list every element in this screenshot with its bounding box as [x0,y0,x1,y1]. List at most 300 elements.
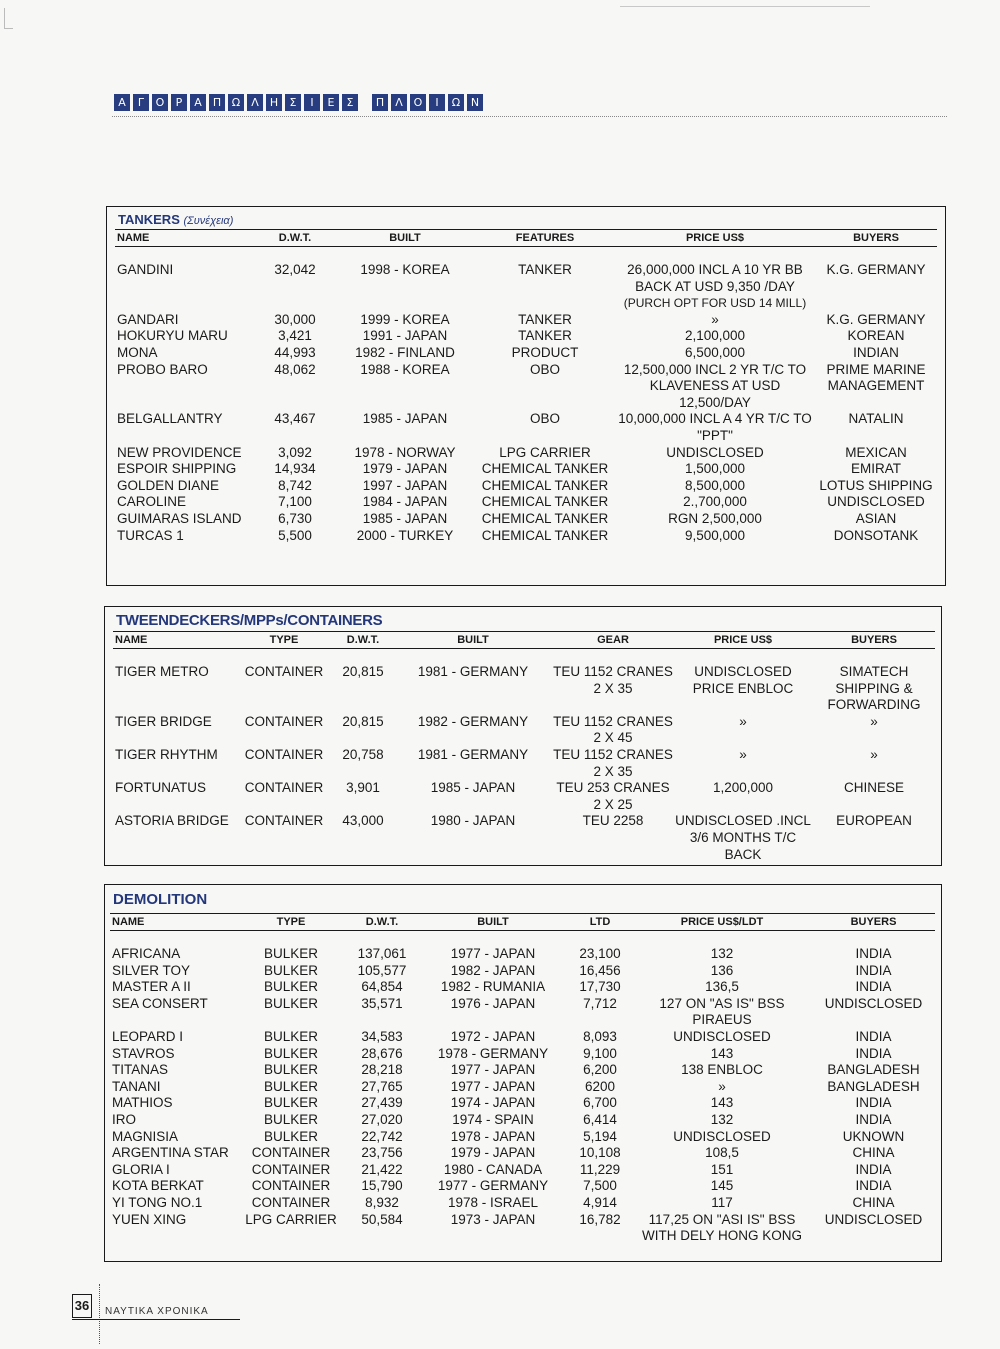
header-letter-box: Ε [323,94,339,111]
demolition-cell: 117,25 ON "ASI IS" BSS WITH DELY HONG KONG [641,1211,803,1244]
header-letter-box: Α [114,94,130,111]
tankers-cell: 44,993 [274,344,316,360]
demolition-cell: 1977 - JAPAN [450,1078,536,1094]
demolition-cell: UNDISCLOSED [824,1211,923,1227]
table-row [110,1162,935,1179]
demolition-cell: BANGLADESH [827,1078,920,1094]
tankers-cell: CHEMICAL TANKER [481,461,609,477]
table-row [115,494,937,511]
demolition-cell: 64,854 [361,979,403,995]
table-row [115,461,937,478]
tweendeckers-header-cell: GEAR [553,632,673,649]
demolition-cell: 138 ENBLOC [681,1062,763,1078]
demolition-header-cell: BUYERS [812,914,935,931]
header-letter-box: Γ [133,94,149,111]
demolition-cell: 21,422 [361,1161,403,1177]
tweendeckers-cell: 1985 - JAPAN [430,780,516,796]
demolition-cell: 1976 - JAPAN [450,995,536,1011]
tweendeckers-cell: » [739,746,747,762]
demolition-cell: MATHIOS [112,1095,173,1111]
tankers-cell: 14,934 [274,461,316,477]
tankers-cell: BELGALLANTRY [117,411,223,427]
tweendeckers-title [116,612,382,629]
header-letter-box: Α [190,94,206,111]
header-letter-box: Σ [285,94,301,111]
table-row [115,528,937,545]
page-number: 36 [72,1294,92,1318]
tankers-cell: 3,421 [278,328,312,344]
demolition-header-cell: TYPE [236,914,346,931]
tankers-cell: CHEMICAL TANKER [481,510,609,526]
demolition-cell: 6200 [584,1078,616,1094]
demolition-cell: UNDISCLOSED [673,1028,771,1044]
tankers-cell: 8,500,000 [684,477,746,493]
tankers-cell: 1997 - JAPAN [362,477,448,493]
footer-dots [99,1284,100,1344]
table-row [110,1212,935,1245]
tankers-cell: OBO [529,411,560,427]
demolition-cell: UNDISCLOSED [824,995,923,1011]
header-letter-box: Ρ [171,94,187,111]
tankers-cell: UNDISCLOSED [827,494,925,510]
tankers-cell: LOTUS SHIPPING [819,477,933,493]
demolition-cell: BULKER [263,1045,319,1061]
tweendeckers-cell: CONTAINER [244,713,324,729]
tankers-header-cell: BUILT [335,230,475,247]
tweendeckers-panel [104,606,942,866]
tankers-cell: 8,742 [278,477,312,493]
demolition-cell: 145 [710,1178,734,1194]
tankers-cell: DONSOTANK [833,527,919,543]
tweendeckers-cell: ASTORIA BRIDGE [115,813,229,829]
tankers-cell: CHEMICAL TANKER [481,477,609,493]
demolition-header-cell: BUILT [418,914,568,931]
demolition-cell: STAVROS [112,1045,175,1061]
demolition-cell: 136,5 [705,979,739,995]
tweendeckers-header-cell: PRICE US$ [673,632,813,649]
demolition-cell: CONTAINER [251,1145,331,1161]
tankers-cell: K.G. GERMANY [826,262,926,277]
tankers-cell: 1979 - JAPAN [362,461,448,477]
demolition-cell: UKNOWN [842,1128,905,1144]
tankers-header-cell: D.W.T. [255,230,335,247]
tankers-title [118,212,233,227]
tankers-cell: MONA [117,344,158,360]
demolition-cell: 7,712 [583,995,617,1011]
tankers-cell: 2.,700,000 [683,494,747,510]
table-row [115,328,937,345]
header-letter-box: Ι [429,94,445,111]
tweendeckers-header-cell: TYPE [235,632,333,649]
tweendeckers-cell: TIGER RHYTHM [115,746,218,762]
tankers-cell: TANKER [518,262,572,277]
header-letter-box: Ο [410,94,426,111]
demolition-cell: INDIA [855,962,892,978]
table-row [115,345,937,362]
header-letter-box: Π [372,94,388,111]
tankers-cell: 1988 - KOREA [360,361,450,377]
tankers-cell: 48,062 [274,361,316,377]
demolition-cell: 15,790 [361,1178,403,1194]
header-letter-box: Λ [247,94,263,111]
header-letter-box: Ι [304,94,320,111]
demolition-cell: INDIA [855,1161,892,1177]
demolition-cell: 27,765 [361,1078,403,1094]
corner-mark [4,8,13,29]
table-row [115,362,937,412]
tankers-cell [815,295,937,312]
tankers-header-cell: PRICE US$ [615,230,815,247]
tankers-cell [115,295,255,312]
tankers-cell: 6,500,000 [684,344,746,360]
demolition-cell: 16,456 [579,962,621,978]
demolition-cell: INDIA [855,1095,892,1111]
table-row [115,262,937,295]
tweendeckers-cell: TEU 1152 CRANES 2 X 45 [553,713,673,746]
demolition-cell: TANANI [112,1078,161,1094]
tankers-table [115,229,937,544]
demolition-cell: BULKER [263,1028,319,1044]
tankers-header-cell: BUYERS [815,230,937,247]
demolition-header-cell: LTD [568,914,632,931]
tankers-cell: TURCAS 1 [117,527,184,543]
tankers-cell: MEXICAN [845,444,907,460]
table-row [110,1129,935,1146]
section-header [114,94,483,111]
demolition-cell: 22,742 [361,1128,403,1144]
tankers-cell: CHEMICAL TANKER [481,527,609,543]
table-row [110,1079,935,1096]
demolition-cell: 137,061 [357,946,407,961]
tweendeckers-cell: UNDISCLOSED .INCL 3/6 MONTHS T/C BACK [675,813,811,862]
demolition-cell: 117 [711,1194,733,1210]
tweendeckers-cell: EUROPEAN [836,813,912,829]
tweendeckers-cell: SIMATECH SHIPPING & FORWARDING [827,664,921,713]
table-row [113,813,935,863]
tweendeckers-cell: 20,758 [342,746,384,762]
demolition-cell: 16,782 [579,1211,621,1227]
demolition-cell: BULKER [263,1078,319,1094]
table-row [115,411,937,444]
demolition-cell: BULKER [263,1095,319,1111]
tankers-cell: 1982 - FINLAND [355,344,455,360]
tweendeckers-cell: 20,815 [342,664,384,679]
tweendeckers-cell: UNDISCLOSED PRICE ENBLOC [692,664,794,696]
tankers-cell: TANKER [518,328,572,344]
demolition-cell: YI TONG NO.1 [112,1194,203,1210]
tankers-cell: » [711,311,719,327]
demolition-cell: INDIA [855,946,892,961]
tweendeckers-cell: TEU 253 CRANES 2 X 25 [556,780,670,812]
header-letter-box: Π [209,94,225,111]
table-row [110,946,935,963]
tankers-header-cell: FEATURES [475,230,615,247]
demolition-cell: 1982 - RUMANIA [440,979,546,995]
tweendeckers-cell: 20,815 [342,713,384,729]
tankers-cell: 1998 - KOREA [360,262,450,277]
tankers-cell: 43,467 [274,411,316,427]
table-row [110,1029,935,1046]
demolition-cell: 136 [710,962,734,978]
demolition-table [110,913,935,1245]
tweendeckers-cell: TIGER BRIDGE [115,713,212,729]
table-row [115,478,937,495]
header-rule [112,116,947,117]
demolition-cell: MASTER A II [112,979,191,995]
demolition-cell: 23,756 [361,1145,403,1161]
tweendeckers-cell: CONTAINER [244,664,324,679]
tankers-cell: 26,000,000 INCL A 10 YR BB BACK AT USD 9,350 /DAY [627,262,803,294]
tweendeckers-cell: TEU 1152 CRANES 2 X 35 [553,746,673,779]
demolition-cell: 27,020 [361,1111,403,1127]
table-row [110,1145,935,1162]
tankers-cell: PROBO BARO [117,361,208,377]
header-letter-box: Ω [228,94,244,111]
demolition-cell: » [718,1078,726,1094]
publication-name: ΝΑΥΤΙΚΑ ΧΡΟΝΙΚΑ [105,1306,209,1317]
demolition-cell: LPG CARRIER [245,1211,337,1227]
demolition-cell: 28,676 [361,1045,403,1061]
demolition-cell: INDIA [855,1178,892,1194]
demolition-cell: 1978 - ISRAEL [447,1194,539,1210]
demolition-cell: 132 [710,946,734,961]
demolition-cell: BULKER [263,995,319,1011]
tankers-cell: 1985 - JAPAN [362,411,448,427]
demolition-cell: 17,730 [579,979,621,995]
tankers-cell: NEW PROVIDENCE [117,444,242,460]
table-row [110,1112,935,1129]
demolition-cell: AFRICANA [112,946,181,961]
demolition-cell: 7,500 [583,1178,617,1194]
demolition-cell: YUEN XING [112,1211,187,1227]
tweendeckers-cell: 1,200,000 [712,780,774,796]
demolition-cell: 143 [710,1045,734,1061]
tankers-cell: LPG CARRIER [499,444,591,460]
table-row [110,1195,935,1212]
tweendeckers-cell: 1980 - JAPAN [430,813,516,829]
table-row [115,511,937,528]
header-letter-box: Ν [467,94,483,111]
demolition-cell: CHINA [852,1145,895,1161]
tweendeckers-cell: » [739,713,747,729]
tweendeckers-header-cell: BUYERS [813,632,935,649]
tankers-cell: GANDARI [117,311,179,327]
demolition-cell: 1977 - JAPAN [450,1062,536,1078]
tweendeckers-header-cell: BUILT [393,632,553,649]
tankers-cell: 2,100,000 [684,328,746,344]
tweendeckers-cell: 1982 - GERMANY [417,713,529,729]
demolition-cell: 11,229 [579,1161,621,1177]
demolition-cell: 108,5 [705,1145,739,1161]
tankers-subtitle: (Συνέχεια) [183,215,234,227]
tankers-cell [255,295,335,312]
table-row [110,979,935,996]
demolition-cell: 8,093 [583,1028,617,1044]
tweendeckers-cell: CHINESE [843,780,904,796]
tweendeckers-cell: 43,000 [342,813,384,829]
tankers-cell: K.G. GERMANY [826,311,926,327]
demolition-cell: 4,914 [583,1194,617,1210]
tweendeckers-cell: TIGER METRO [115,664,209,679]
table-row [113,714,935,747]
demolition-cell: 5,194 [583,1128,617,1144]
tweendeckers-cell: » [870,713,878,729]
header-letter-box: Σ [342,94,358,111]
header-letter-box: Λ [391,94,407,111]
tweendeckers-title-text: TWEENDECKERS/MPPs/CONTAINERS [116,612,383,629]
demolition-cell: SEA CONSERT [112,995,208,1011]
demolition-cell: 1974 - SPAIN [452,1111,534,1127]
demolition-cell: GLORIA I [112,1161,170,1177]
demolition-cell: 127 ON "AS IS" BSS PIRAEUS [659,995,785,1028]
demolition-cell: 9,100 [583,1045,617,1061]
demolition-cell: INDIA [855,1028,892,1044]
tankers-cell: HOKURYU MARU [117,328,228,344]
tankers-cell: 12,500,000 INCL 2 YR T/C TO KLAVENESS AT USD 12,500/DAY [623,361,807,410]
tankers-cell: RGN 2,500,000 [668,510,762,526]
tweendeckers-cell: FORTUNATUS [115,780,206,796]
demolition-cell: UNDISCLOSED [673,1128,771,1144]
tankers-cell: 1991 - JAPAN [362,328,448,344]
tweendeckers-cell: TEU 1152 CRANES 2 X 35 [553,664,673,696]
demolition-cell: 1977 - JAPAN [450,946,536,961]
tankers-cell: 30,000 [274,311,316,327]
demolition-cell: 1973 - JAPAN [450,1211,536,1227]
demolition-cell: BANGLADESH [827,1062,920,1078]
table-row [110,1046,935,1063]
table-row [110,1062,935,1079]
tankers-title-text: TANKERS [118,212,180,227]
demolition-cell: KOTA BERKAT [112,1178,204,1194]
demolition-cell: TITANAS [112,1062,169,1078]
tweendeckers-cell: CONTAINER [244,746,324,762]
tankers-cell: 1999 - KOREA [360,311,450,327]
demolition-cell: 1972 - JAPAN [450,1028,536,1044]
tankers-cell: PRODUCT [511,344,579,360]
tweendeckers-cell: 1981 - GERMANY [417,746,529,762]
table-row [113,780,935,813]
header-gap [361,94,369,111]
demolition-cell: 27,439 [361,1095,403,1111]
demolition-cell: INDIA [855,979,892,995]
demolition-cell: CONTAINER [251,1194,331,1210]
tankers-cell: OBO [529,361,560,377]
tankers-cell: 10,000,000 INCL A 4 YR T/C TO "PPT" [618,411,812,443]
demolition-cell: SILVER TOY [112,962,191,978]
tweendeckers-cell: » [870,746,878,762]
tankers-cell: EMIRAT [851,461,901,477]
demolition-cell: BULKER [263,1111,319,1127]
tankers-cell: 3,092 [278,444,312,460]
table-row [110,996,935,1029]
tweendeckers-cell: 3,901 [346,780,380,796]
tweendeckers-cell: TEU 2258 [582,813,644,829]
table-row [115,312,937,329]
tankers-cell: PRIME MARINE MANAGEMENT [826,361,926,394]
demolition-cell: BULKER [263,946,319,961]
demolition-cell: CONTAINER [251,1178,331,1194]
demolition-cell: INDIA [855,1045,892,1061]
tankers-cell: GOLDEN DIANE [117,477,220,493]
demolition-cell: 151 [710,1161,734,1177]
tweendeckers-header-cell: NAME [113,632,235,649]
demolition-cell: 143 [710,1095,734,1111]
demolition-cell: 35,571 [361,995,403,1011]
tweendeckers-cell: 1981 - GERMANY [417,664,529,679]
demolition-cell: 34,583 [361,1028,403,1044]
demolition-cell: 1979 - JAPAN [450,1145,536,1161]
tankers-cell: TANKER [518,311,572,327]
tankers-cell: GANDINI [117,262,174,277]
demolition-cell: 1974 - JAPAN [450,1095,536,1111]
tankers-cell: UNDISCLOSED [666,444,764,460]
demolition-cell: 1978 - JAPAN [450,1128,536,1144]
table-row [110,1178,935,1195]
tweendeckers-table [113,631,935,863]
tankers-cell: 32,042 [274,262,316,277]
demolition-title-text: DEMOLITION [113,891,208,908]
demolition-cell: 8,932 [365,1194,399,1210]
demolition-cell: 6,700 [583,1095,617,1111]
tankers-cell: (PURCH OPT FOR USD 14 MILL) [623,296,807,311]
demolition-cell: 105,577 [357,962,407,978]
demolition-cell: 28,218 [361,1062,403,1078]
tankers-cell: 1978 - NORWAY [354,444,456,460]
demolition-cell: BULKER [263,1128,319,1144]
tankers-cell: 1,500,000 [684,461,746,477]
tankers-cell: 1985 - JAPAN [362,510,448,526]
demolition-cell: LEOPARD I [112,1028,184,1044]
demolition-cell: 132 [710,1111,734,1127]
demolition-cell: MAGNISIA [112,1128,179,1144]
tankers-cell: INDIAN [853,344,899,360]
table-row [113,747,935,780]
tankers-cell: ASIAN [855,510,897,526]
tankers-cell [475,295,615,312]
demolition-header-cell: D.W.T. [346,914,418,931]
demolition-cell: 10,108 [579,1145,621,1161]
demolition-panel [104,884,942,1262]
demolition-cell: BULKER [263,1062,319,1078]
demolition-cell: 6,414 [583,1111,617,1127]
table-row [113,664,935,714]
table-row [115,445,937,462]
header-letter-box: Ω [448,94,464,111]
tankers-cell: 2000 - TURKEY [356,527,454,543]
table-row [110,1095,935,1112]
table-row [115,295,937,312]
header-letter-box: Ο [152,94,168,111]
demolition-cell: 1982 - JAPAN [450,962,536,978]
demolition-cell: 1980 - CANADA [443,1161,543,1177]
tweendeckers-header-cell: D.W.T. [333,632,393,649]
demolition-header-cell: PRICE US$/LDT [632,914,812,931]
footer-rule [72,1319,240,1320]
tankers-cell [335,295,475,312]
table-row [110,963,935,980]
demolition-cell: CHINA [852,1194,895,1210]
demolition-cell: 50,584 [361,1211,403,1227]
tankers-cell: GUIMARAS ISLAND [117,510,242,526]
demolition-cell: BULKER [263,962,319,978]
demolition-cell: BULKER [263,979,319,995]
demolition-cell: 1977 - GERMANY [437,1178,549,1194]
demolition-cell: 6,200 [583,1062,617,1078]
demolition-header-cell: NAME [110,914,236,931]
demolition-cell: 1978 - GERMANY [437,1045,549,1061]
tweendeckers-cell: CONTAINER [244,813,324,829]
demolition-cell: INDIA [855,1111,892,1127]
